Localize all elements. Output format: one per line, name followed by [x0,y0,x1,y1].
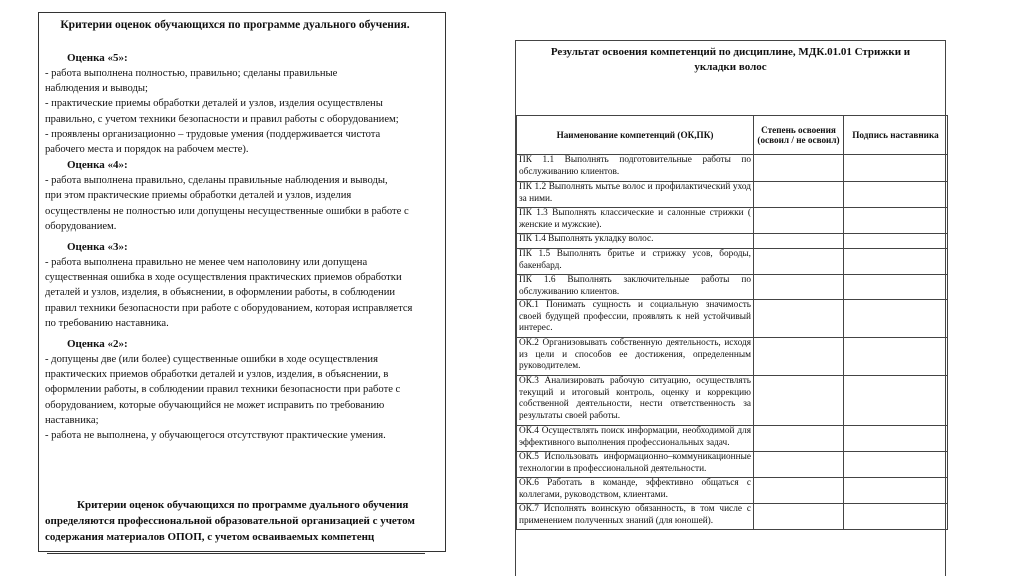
table-header-row [517,116,948,155]
table-row [517,208,948,234]
grading-criteria-page [38,12,446,552]
grade-text-line: правильно, с учетом техники безопасности и правил работы с оборудованием; [45,113,399,125]
competency-cell: ОК.4 Осуществлять поиск информации, необходимой для эффективного выполнения профессиональных задач. [517,426,754,452]
signature-cell[interactable] [844,426,948,452]
competency-cell: ПК 1.2 Выполнять мытье волос и профилактический уход за ними. [517,182,754,208]
grade-text-line: наблюдения и выводы; [45,83,148,95]
table-row [517,182,948,208]
grade-2-block [45,337,425,443]
competency-table [516,115,948,530]
degree-cell[interactable] [754,338,844,376]
competency-cell: ПК 1.3 Выполнять классические и салонные стрижки ( женские и мужские). [517,208,754,234]
degree-cell[interactable] [754,426,844,452]
signature-cell[interactable] [844,300,948,338]
grade-text-line: оборудованием. [45,220,117,232]
grade-heading: Оценка «3»: [67,241,128,254]
table-row [517,504,948,530]
header-degree: Степень освоения (освоил / не освоил) [754,116,844,155]
degree-cell[interactable] [754,300,844,338]
signature-cell[interactable] [844,452,948,478]
table-row [517,275,948,300]
competency-cell: ОК.1 Понимать сущность и социальную значимость своей будущей профессии, проявлять к ней устойчивый интерес. [517,300,754,338]
grade-heading: Оценка «2»: [67,338,128,351]
grade-text-line: практических приемов обработки деталей и узлов, изделия, в объяснении, в [45,369,389,381]
grade-heading: Оценка «5»: [67,52,128,64]
signature-cell[interactable] [844,478,948,504]
table-row [517,478,948,504]
degree-cell[interactable] [754,234,844,249]
criteria-footer [45,497,425,545]
grade-text-line: деталей и узлов, изделия, в объяснении, в оформлении работы, в соблюдении [45,287,396,299]
degree-cell[interactable] [754,155,844,182]
grade-text-line: рабочего места и порядок на рабочем месте). [45,144,249,156]
grade-4-block [45,158,425,234]
grade-text-line: - работа выполнена полностью, правильно; сделаны правильные [45,68,338,79]
competency-cell: ПК 1.5 Выполнять бритье и стрижку усов, бороды, бакенбард. [517,249,754,275]
grade-text-line: по требованию наставника. [45,317,169,329]
table-row [517,249,948,275]
grade-text-line: - практические приемы обработки деталей и узлов, изделия осуществлены [45,98,383,110]
header-signature: Подпись наставника [844,116,948,155]
degree-cell[interactable] [754,452,844,478]
signature-cell[interactable] [844,208,948,234]
table-row [517,452,948,478]
header-competency-name: Наименование компетенций (ОК,ПК) [517,116,754,155]
table-row [517,426,948,452]
grade-text-line: - работа не выполнена, у обучающегося отсутствуют практические умения. [45,430,386,442]
degree-cell[interactable] [754,376,844,426]
signature-cell[interactable] [844,155,948,182]
table-row [517,234,948,249]
grade-5-block [45,51,425,157]
signature-cell[interactable] [844,182,948,208]
competency-cell: ОК.3 Анализировать рабочую ситуацию, осуществлять текущий и итоговый контроль, оценку и коррекцию собственной деятельности, нести ответственность за результаты своей работы. [517,376,754,426]
competency-cell: ОК.6 Работать в команде, эффективно общаться с коллегами, руководством, клиентами. [517,478,754,504]
degree-cell[interactable] [754,504,844,530]
grade-text-line: - допущены две (или более) существенные ошибки в ходе осуществления [45,354,378,366]
table-row [517,376,948,426]
signature-cell[interactable] [844,338,948,376]
grade-text-line: оформлении работы, в соблюдении правил техники безопасности при работе с [45,384,401,396]
grade-text-line: при этом практические приемы обработки деталей и узлов, изделия [45,190,352,202]
signature-cell[interactable] [844,234,948,249]
competency-cell: ПК 1.1 Выполнять подготовительные работы по обслуживанию клиентов. [517,155,754,182]
signature-cell[interactable] [844,249,948,275]
grade-heading: Оценка «4»: [67,159,128,172]
competency-cell: ПК 1.4 Выполнять укладку волос. [517,234,754,249]
competency-cell: ОК.5 Использовать информационно–коммуникационные технологии в профессиональной деятельности. [517,452,754,478]
criteria-title: Критерии оценок обучающихся по программе дуального обучения. [60,19,410,31]
signature-cell[interactable] [844,275,948,300]
grade-text-line: - работа выполнена правильно не менее чем наполовину или допущена [45,257,368,269]
footer-line: определяются профессиональной образовательной организацией с учетом [45,515,415,527]
signature-cell[interactable] [844,504,948,530]
grade-text-line: - работа выполнена правильно, сделаны правильные наблюдения и выводы, [45,175,388,187]
competency-cell: ПК 1.6 Выполнять заключительные работы по обслуживанию клиентов. [517,275,754,300]
competency-cell: ОК.2 Организовывать собственную деятельность, исходя из цели и способов ее достижения, определенным руководителем. [517,338,754,376]
table-row [517,300,948,338]
footer-line: содержания материалов ОПОП, с учетом осваиваемых компетенц [45,531,375,543]
degree-cell[interactable] [754,208,844,234]
grade-3-block [45,240,425,331]
degree-cell[interactable] [754,275,844,300]
competency-results-page [515,40,946,576]
grade-text-line: осуществлены не полностью или допущены несущественные ошибки в работе с [45,205,409,217]
competency-cell: ОК.7 Исполнять воинскую обязанность, в том числе с применением полученных знаний (для юношей). [517,504,754,530]
degree-cell[interactable] [754,478,844,504]
results-title: Результат освоения компетенций по дисциплине, МДК.01.01 Стрижки и укладки волос [550,46,911,73]
grade-text-line: наставника; [45,414,99,426]
degree-cell[interactable] [754,249,844,275]
signature-cell[interactable] [844,376,948,426]
bottom-rule [47,553,425,554]
grade-text-line: правил техники безопасности при работе с оборудованием, которая исправляется [45,302,413,314]
grade-text-line: - проявлены организационно – трудовые умения (поддерживается чистота [45,128,381,140]
grade-text-line: оборудованием, которые обучающийся не может исправить по требованию [45,399,385,411]
degree-cell[interactable] [754,182,844,208]
grade-text-line: существенная ошибка в ходе осуществления практических приемов обработки [45,272,402,284]
table-row [517,338,948,376]
table-row [517,155,948,182]
footer-line: Критерии оценок обучающихся по программе дуального обучения [77,499,409,511]
